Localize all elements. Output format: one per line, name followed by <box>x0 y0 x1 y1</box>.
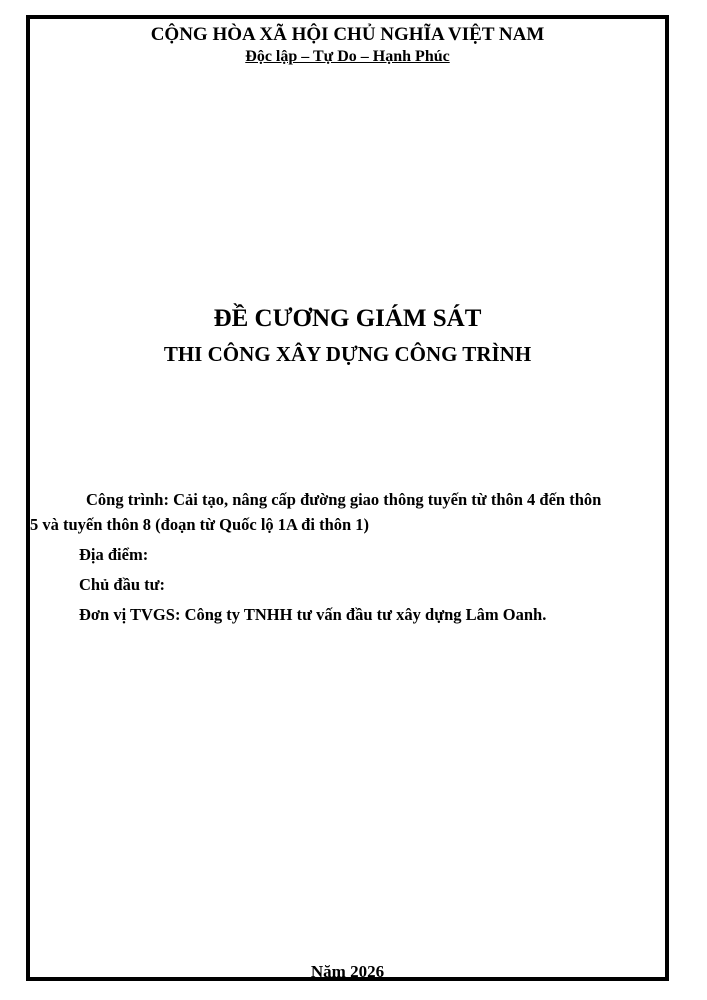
document-title: ĐỀ CƯƠNG GIÁM SÁT <box>213 305 482 332</box>
motto-text: Độc lập – Tự Do – Hạnh Phúc <box>245 48 450 65</box>
project-name-line-1: Công trình: Cải tạo, nâng cấp đường giao thông tuyến từ thôn 4 đến thôn <box>86 490 602 509</box>
project-name <box>30 487 665 537</box>
page-border <box>26 15 669 981</box>
national-title: CỘNG HÒA XÃ HỘI CHỦ NGHĨA VIỆT NAM <box>150 24 545 45</box>
project-info <box>30 487 665 627</box>
document-subtitle: THI CÔNG XÂY DỰNG CÔNG TRÌNH <box>163 342 532 366</box>
supervisor-field: Đơn vị TVGS: Công ty TNHH tư vấn đầu tư xây dựng Lâm Oanh. <box>79 605 547 624</box>
document-year: Năm 2026 <box>310 962 385 981</box>
location-field: Địa điểm: <box>79 545 149 564</box>
project-name-line-2: 5 và tuyến thôn 8 (đoạn từ Quốc lộ 1A đi thôn 1) <box>30 515 370 534</box>
motto <box>30 48 665 66</box>
investor-field: Chủ đầu tư: <box>79 575 166 594</box>
